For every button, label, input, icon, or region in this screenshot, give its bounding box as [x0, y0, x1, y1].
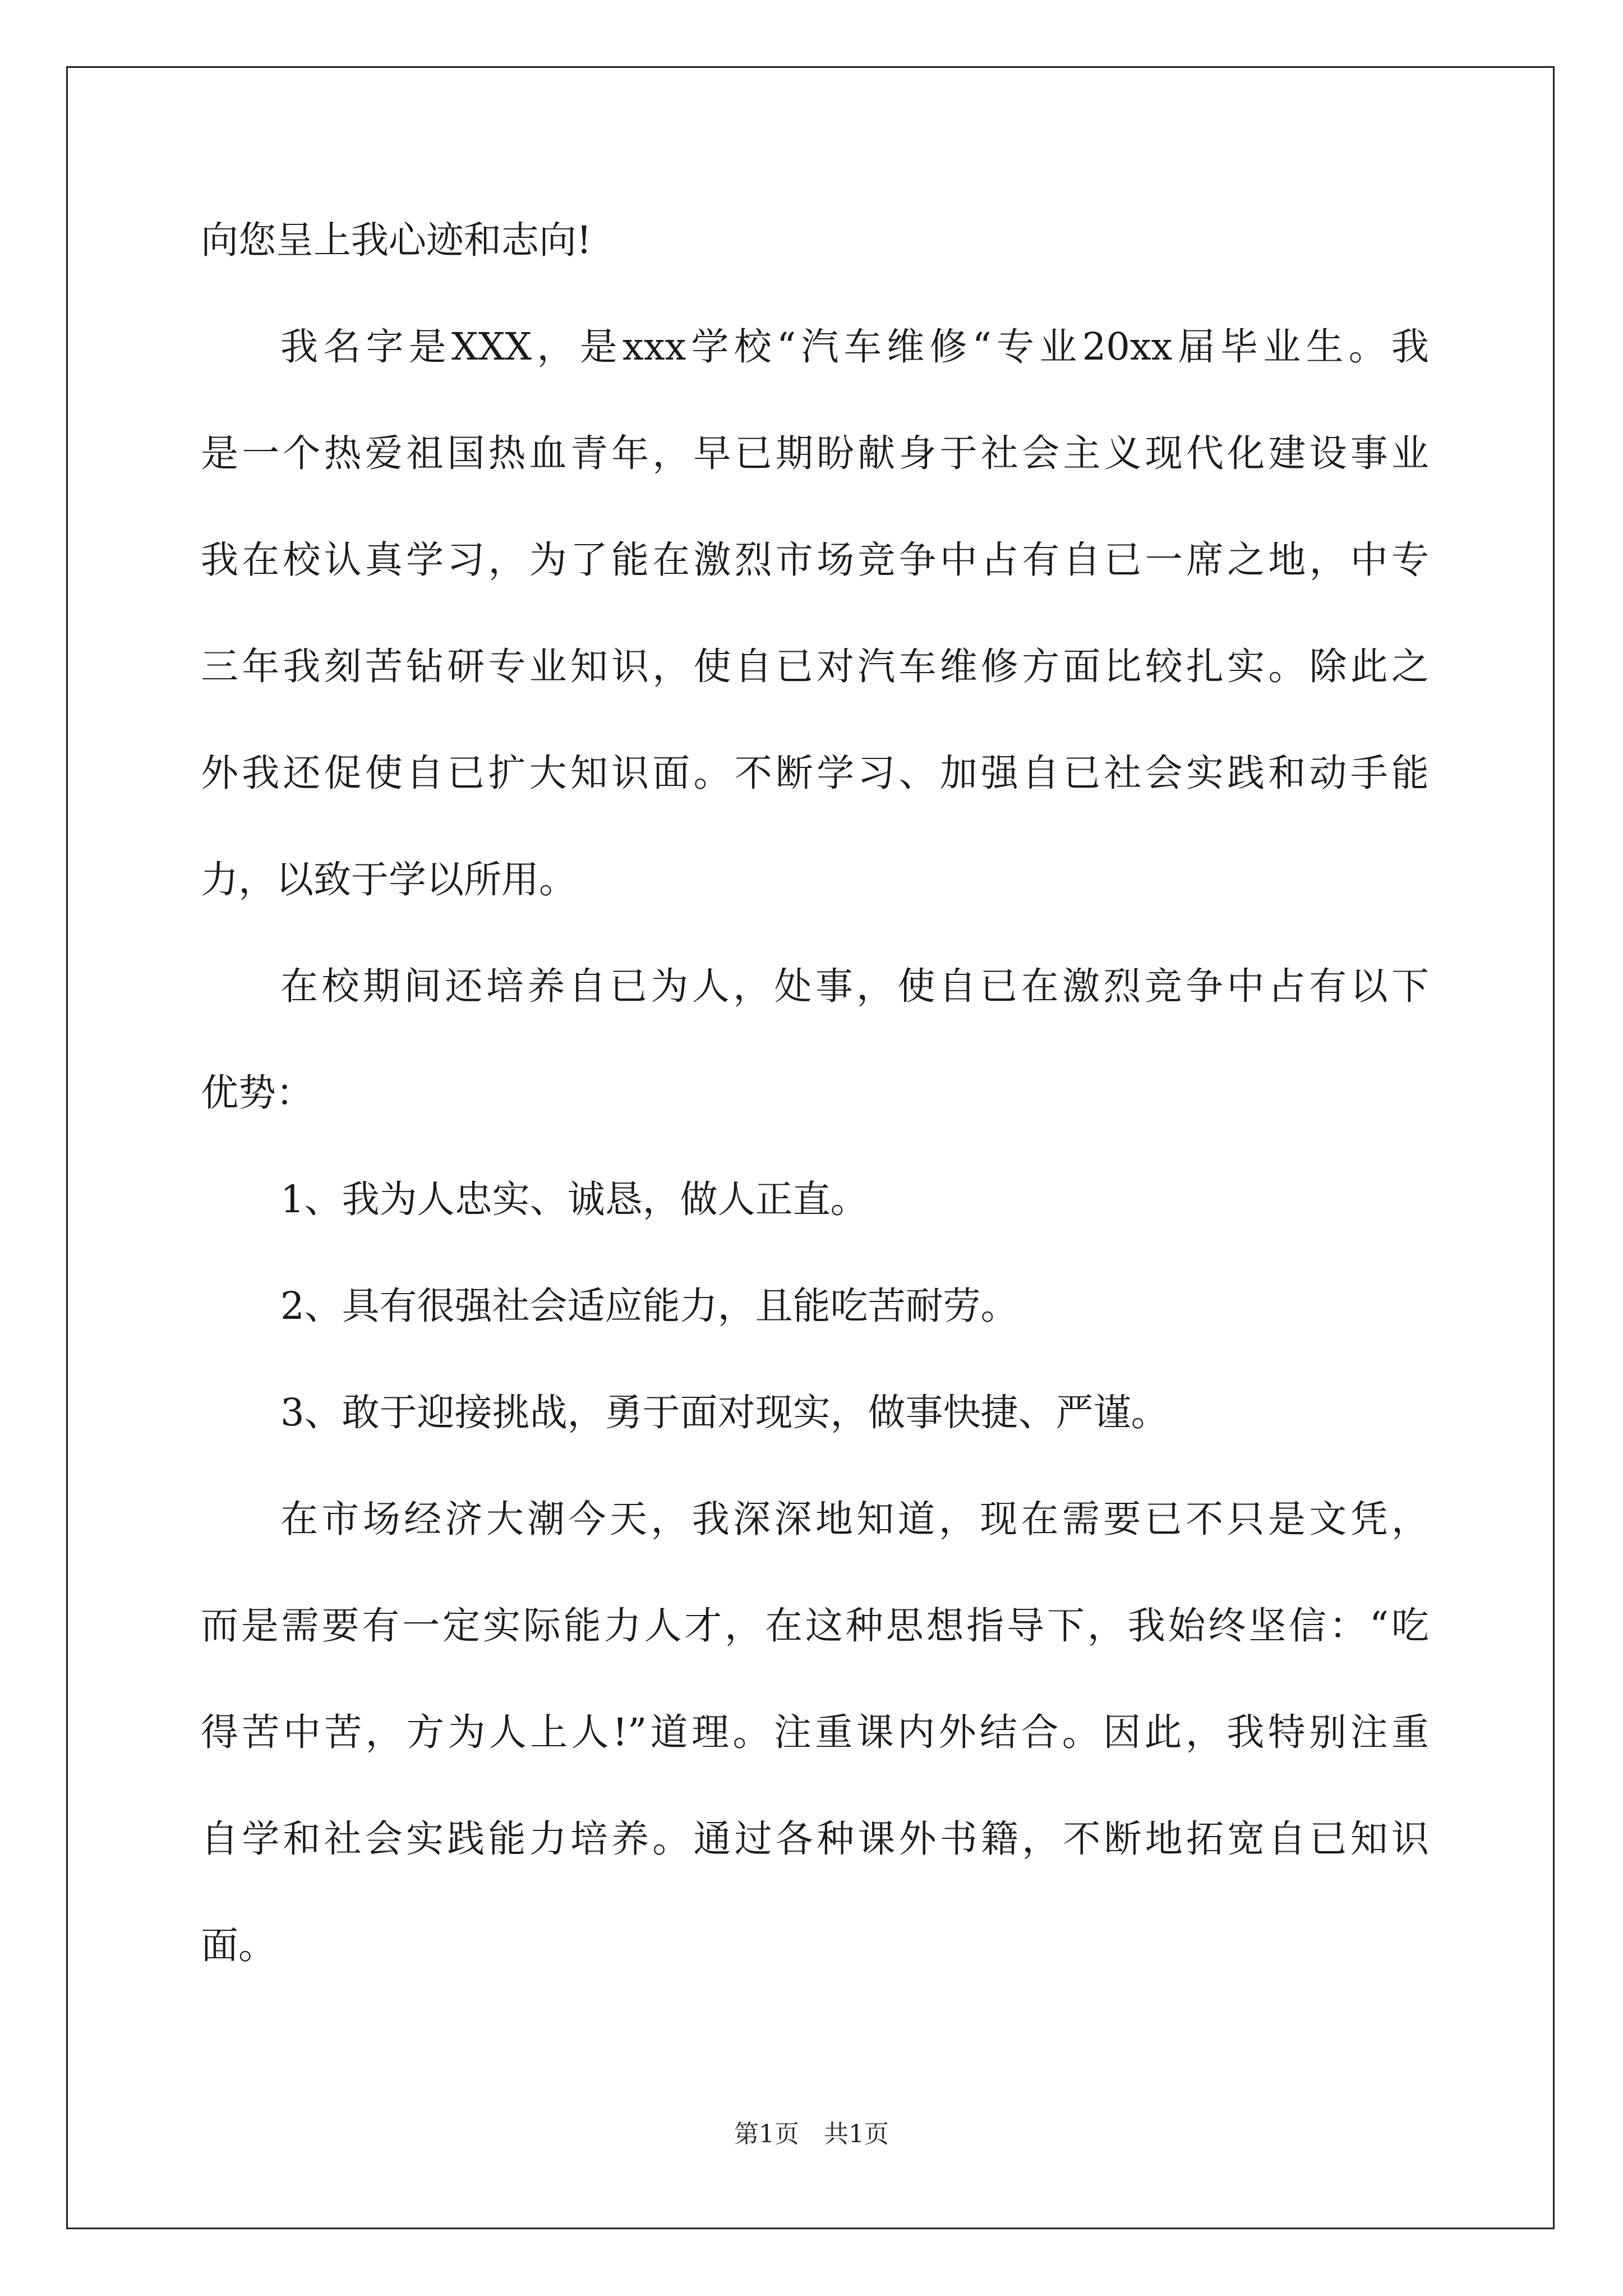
page-footer — [0, 2118, 1623, 2151]
text-line-8: 在校期间还培养自已为人，处事，使自已在激烈竞争中占有以下 — [280, 964, 1429, 1008]
text-line-5: 三年我刻苦钻研专业知识，使自已对汽车维修方面比较扎实。除此之 — [201, 645, 1429, 688]
text-line-3: 是一个热爱祖国热血青年，早已期盼献身于社会主义现代化建设事业 — [201, 431, 1429, 475]
text-line-15: 得苦中苦，方为人上人!”道理。注重课内外结合。因此，我特别注重 — [201, 1710, 1429, 1754]
text-line-16: 自学和社会实践能力培养。通过各种课外书籍，不断地拓宽自已知识 — [201, 1817, 1429, 1861]
page-number: 第1页 — [734, 2120, 799, 2148]
list-item-3: 3、敢于迎接挑战，勇于面对现实，做事快捷、严谨。 — [280, 1391, 1169, 1434]
text-line-13: 在市场经济大潮今天，我深深地知道，现在需要已不只是文凭， — [280, 1497, 1429, 1541]
text-line-6: 外我还促使自已扩大知识面。不断学习、加强自已社会实践和动手能 — [201, 751, 1429, 795]
text-line-9: 优势： — [201, 1071, 313, 1115]
list-item-1: 1、我为人忠实、诚恳，做人正直。 — [280, 1177, 868, 1221]
text-line-7: 力，以致于学以所用。 — [201, 858, 577, 901]
page-border — [66, 66, 1555, 2229]
text-line-14: 而是需要有一定实际能力人才，在这种思想指导下，我始终坚信：“吃 — [201, 1604, 1429, 1648]
text-line-17: 面。 — [201, 1924, 276, 1967]
text-line-2: 我名字是XXX，是xxx学校“汽车维修“专业20xx届毕业生。我 — [280, 325, 1429, 369]
text-line-1: 向您呈上我心迹和志向! — [201, 218, 592, 262]
text-line-4: 我在校认真学习，为了能在激烈市场竞争中占有自已一席之地，中专 — [201, 538, 1429, 582]
list-item-2: 2、具有很强社会适应能力，且能吃苦耐劳。 — [280, 1284, 1018, 1328]
page-total: 共1页 — [824, 2120, 889, 2148]
